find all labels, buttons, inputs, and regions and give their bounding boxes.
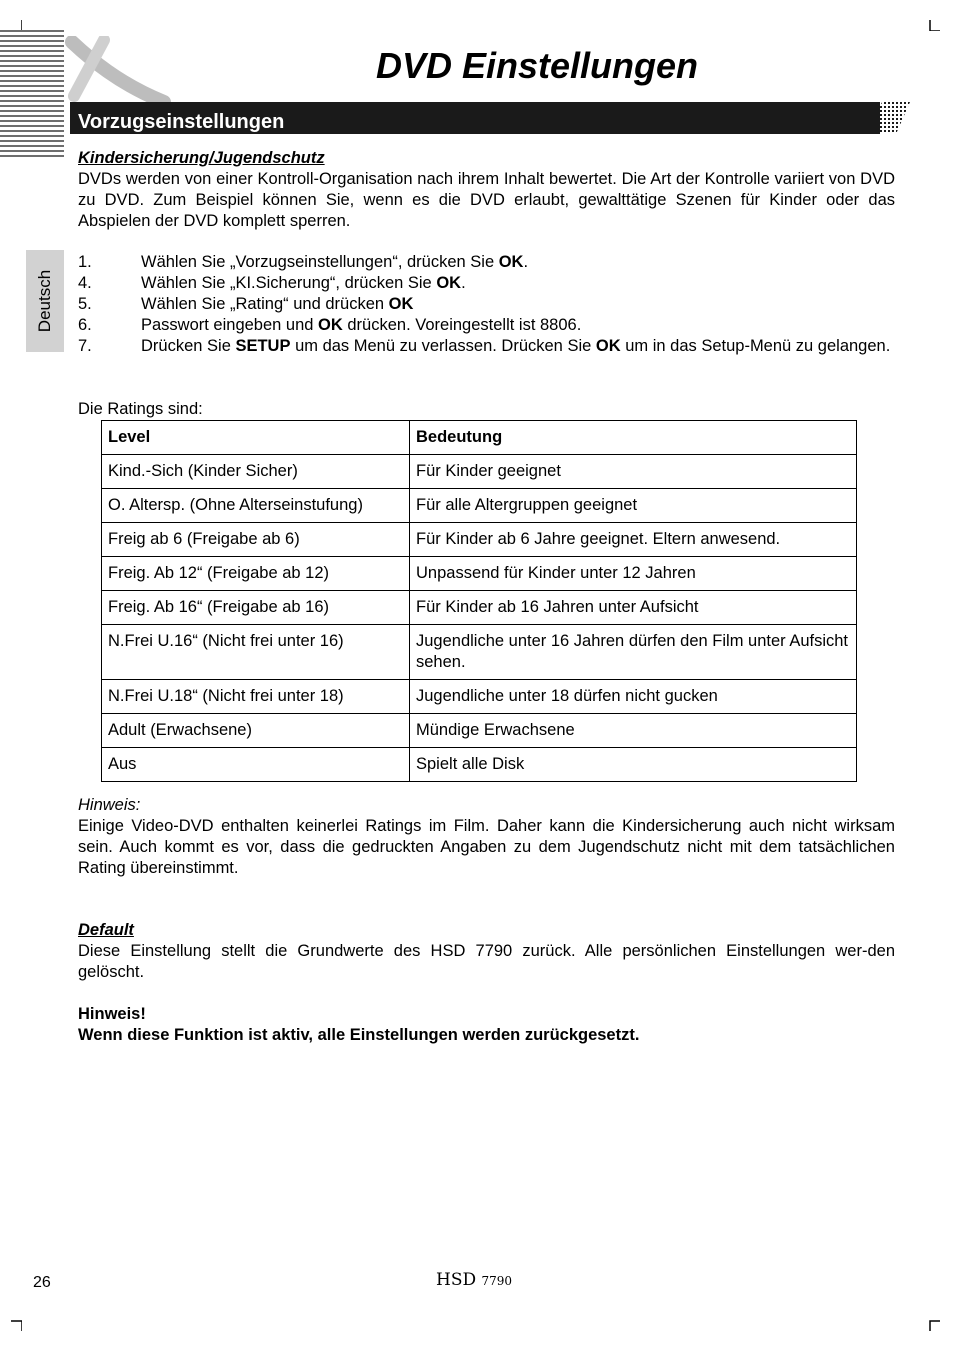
meaning-cell: Mündige Erwachsene	[410, 714, 857, 748]
table-row	[102, 714, 857, 748]
x-logo-icon	[64, 36, 174, 106]
warning-text: Wenn diese Funktion ist aktiv, alle Einstellungen werden zurückgesetzt.	[78, 1026, 640, 1044]
level-cell: N.Frei U.16“ (Nicht frei unter 16)	[102, 625, 410, 680]
default-heading: Default	[78, 921, 134, 939]
level-cell: Freig ab 6 (Freigabe ab 6)	[102, 523, 410, 557]
level-cell: N.Frei U.18“ (Nicht frei unter 18)	[102, 680, 410, 714]
kindersicherung-intro: DVDs werden von einer Kontroll-Organisation nach ihrem Inhalt bewertet. Die Art der Kontrolle variiert von DVD zu DVD. Zum Beispiel können Sie, wenn es die DVD erlaubt, gewalttätige Szenen für Kinder oder das Abspielen der DVD komplett sperren.	[78, 170, 895, 230]
ratings-table	[101, 420, 857, 782]
ratings-label: Die Ratings sind:	[78, 400, 203, 418]
list-item: 7. Drücken Sie SETUP um das Menü zu verlassen. Drücken Sie OK um in das Setup-Menü zu gelangen.	[78, 337, 891, 355]
level-cell: Kind.-Sich (Kinder Sicher)	[102, 455, 410, 489]
list-item: 6. Passwort eingeben und OK drücken. Voreingestellt ist 8806.	[78, 316, 582, 334]
table-row	[102, 680, 857, 714]
meaning-cell: Jugendliche unter 18 dürfen nicht gucken	[410, 680, 857, 714]
crop-mark-bottom-right	[929, 1320, 940, 1331]
language-tab-label: Deutsch	[35, 269, 54, 333]
column-header-bedeutung: Bedeutung	[410, 421, 857, 455]
crop-mark-bottom-left	[11, 1320, 22, 1331]
crop-mark-top-right	[929, 20, 940, 31]
meaning-cell: Spielt alle Disk	[410, 748, 857, 782]
level-cell: Freig. Ab 12“ (Freigabe ab 12)	[102, 557, 410, 591]
level-cell: Aus	[102, 748, 410, 782]
list-item: 1. Wählen Sie „Vorzugseinstellungen“, drücken Sie OK.	[78, 253, 529, 271]
default-text: Diese Einstellung stellt die Grundwerte des HSD 7790 zurück. Alle persönlichen Einstellungen wer-den gelöscht.	[78, 942, 895, 981]
column-header-level: Level	[102, 421, 410, 455]
level-cell: Adult (Erwachsene)	[102, 714, 410, 748]
language-tab	[26, 250, 64, 352]
page-number: 26	[33, 1274, 51, 1291]
note-text: Einige Video-DVD enthalten keinerlei Ratings im Film. Daher kann die Kindersicherung auch nicht wirksam sein. Auch kommt es vor, dass die gedruckten Angaben zu dem Jugendschutz nicht mit dem tatsächlichen Rating übereinstimmt.	[78, 817, 895, 877]
table-header-row	[102, 421, 857, 455]
section-header-bar	[70, 102, 880, 134]
meaning-cell: Für Kinder ab 16 Jahren unter Aufsicht	[410, 591, 857, 625]
meaning-cell: Jugendliche unter 16 Jahren dürfen den Film unter Aufsicht sehen.	[410, 625, 857, 680]
warning-label: Hinweis!	[78, 1005, 146, 1023]
list-item: 4. Wählen Sie „KI.Sicherung“, drücken Sie OK.	[78, 274, 466, 292]
meaning-cell: Für Kinder ab 6 Jahre geeignet. Eltern anwesend.	[410, 523, 857, 557]
table-row	[102, 489, 857, 523]
brand-logo: HSD 7790	[436, 1270, 513, 1290]
step-list	[78, 252, 895, 357]
table-row	[102, 557, 857, 591]
dot-pattern-icon	[868, 102, 910, 134]
meaning-cell: Für alle Altergruppen geeignet	[410, 489, 857, 523]
decorative-stripes	[0, 30, 64, 158]
meaning-cell: Für Kinder geeignet	[410, 455, 857, 489]
list-item: 5. Wählen Sie „Rating“ und drücken OK	[78, 295, 414, 313]
kindersicherung-heading: Kindersicherung/Jugendschutz	[78, 149, 325, 167]
meaning-cell: Unpassend für Kinder unter 12 Jahren	[410, 557, 857, 591]
level-cell: Freig. Ab 16“ (Freigabe ab 16)	[102, 591, 410, 625]
table-row	[102, 748, 857, 782]
note-label: Hinweis:	[78, 796, 141, 814]
page-title: DVD Einstellungen	[376, 45, 699, 86]
section-title: Vorzugseinstellungen	[78, 111, 285, 133]
level-cell: O. Altersp. (Ohne Alterseinstufung)	[102, 489, 410, 523]
table-row	[102, 625, 857, 680]
table-row	[102, 455, 857, 489]
table-row	[102, 591, 857, 625]
table-row	[102, 523, 857, 557]
